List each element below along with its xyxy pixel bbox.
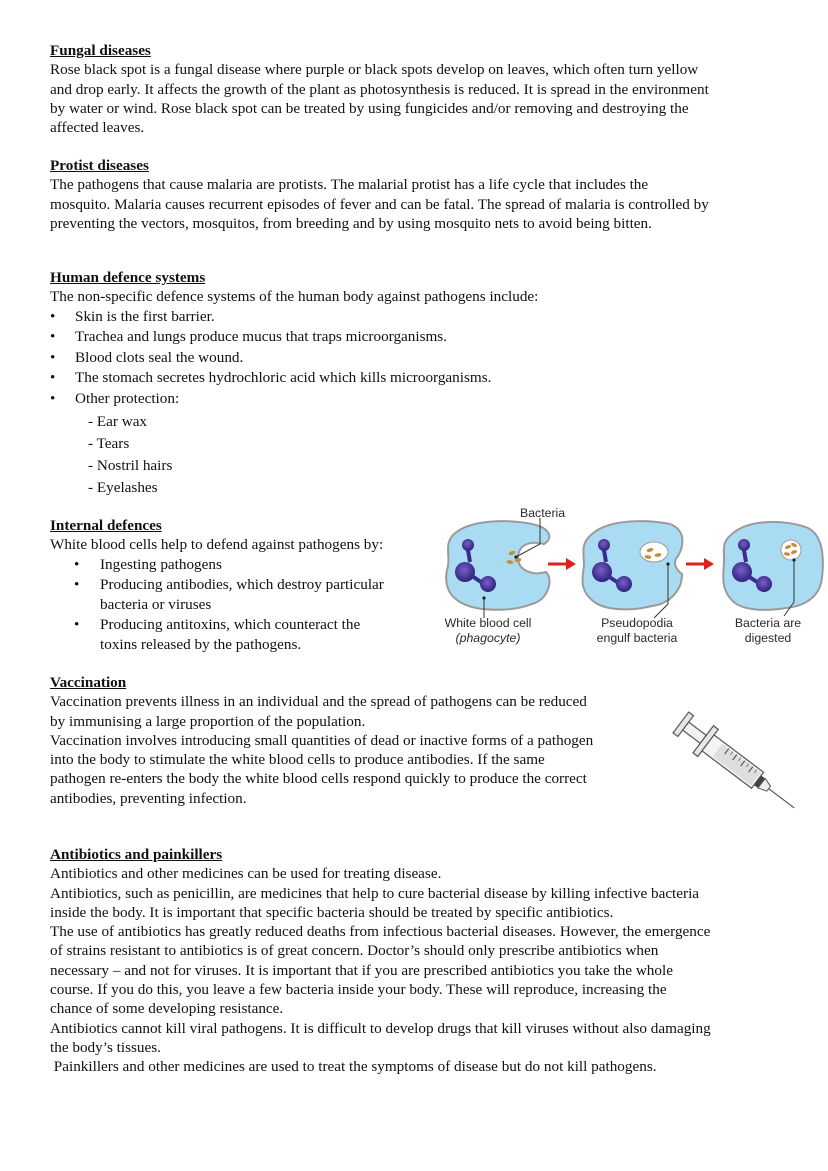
- paragraph-line: preventing the vectors, mosquitos, from breeding and by using mosquito nets to avoid being bitten.: [50, 214, 652, 232]
- heading-vaccination: Vaccination: [50, 674, 127, 691]
- paragraph-line: The pathogens that cause malaria are protists. The malarial protist has a life cycle that includes the: [50, 176, 649, 194]
- other-protection-sublist: [50, 411, 650, 500]
- bullet-icon: •: [50, 307, 56, 325]
- sub-list-item: - Eyelashes: [88, 479, 158, 497]
- section-antibiotics-painkillers: [50, 845, 820, 1077]
- paragraph-line: Antibiotics cannot kill viral pathogens. It is difficult to develop drugs that kill viruses without also damaging: [50, 1019, 711, 1037]
- paragraph-line: of strains resistant to antibiotics is of great concern. Doctor’s should only prescribe antibiotics when: [50, 942, 659, 960]
- list-item: • Producing antibodies, which destroy particular bacteria or viruses: [74, 575, 384, 613]
- paragraph-line: inside the body. It is important that specific bacteria should be treated by specific antibiotics.: [50, 903, 614, 921]
- list-item: • Blood clots seal the wound.: [50, 348, 650, 369]
- section-protist-diseases: [50, 156, 810, 233]
- list-item: • Producing antitoxins, which counteract the toxins released by the pathogens.: [74, 615, 361, 653]
- bullet-icon: •: [74, 555, 80, 573]
- arrow-right-icon: [704, 558, 714, 570]
- paragraph-line: chance of some developing resistance.: [50, 1000, 284, 1018]
- bullet-icon: •: [50, 348, 56, 366]
- section-human-defence-systems: [50, 268, 650, 500]
- paragraph-line: Antibiotics and other medicines can be used for treating disease.: [50, 865, 442, 883]
- paragraph-line: Rose black spot is a fungal disease where purple or black spots develop on leaves, which often turn yellow: [50, 61, 699, 79]
- list-item: • Other protection:: [50, 389, 650, 410]
- paragraph-line: The use of antibiotics has greatly reduced deaths from infectious bacterial diseases. However, the emergence: [50, 923, 711, 941]
- label-bacteria: Bacteria: [520, 506, 566, 520]
- sub-list-item: - Nostril hairs: [88, 457, 173, 475]
- list-item: • The stomach secretes hydrochloric acid which kills microorganisms.: [50, 368, 650, 389]
- sub-list-item: - Tears: [88, 434, 130, 452]
- label-bacteria-digested: Bacteria are digested: [734, 616, 802, 645]
- label-white-blood-cell: White blood cell (phagocyte): [444, 616, 532, 645]
- paragraph-line: Vaccination involves introducing small quantities of dead or inactive forms of a pathogen: [50, 731, 594, 749]
- bullet-icon: •: [74, 615, 80, 633]
- paragraph-line: Painkillers and other medicines are used to treat the symptoms of disease but do not kill pathogens.: [50, 1058, 657, 1076]
- heading-fungal-diseases: Fungal diseases: [50, 42, 151, 59]
- bullet-icon: •: [50, 369, 56, 387]
- phagocytosis-diagram: [432, 500, 828, 660]
- bullet-icon: •: [74, 575, 80, 593]
- arrow-right-icon: [566, 558, 576, 570]
- paragraph-line: antibodies, preventing infection.: [50, 789, 247, 807]
- paragraph-line: into the body to stimulate the white blood cells to produce antibodies. If the same: [50, 751, 545, 769]
- white-blood-cell-stage-1: [446, 518, 549, 618]
- sub-list-item: - Ear wax: [88, 412, 148, 430]
- heading-human-defence-systems: Human defence systems: [50, 269, 206, 286]
- heading-protist-diseases: Protist diseases: [50, 157, 149, 174]
- paragraph-line: Vaccination prevents illness in an individual and the spread of pathogens can be reduced: [50, 693, 587, 711]
- white-blood-cell-stage-2: [582, 521, 682, 618]
- list-item: • Trachea and lungs produce mucus that traps microorganisms.: [50, 327, 650, 348]
- internal-defence-list: [50, 555, 430, 655]
- list-item: • Ingesting pathogens: [74, 555, 222, 573]
- label-pseudopodia: Pseudopodia engulf bacteria: [596, 616, 678, 645]
- paragraph-line: affected leaves.: [50, 119, 145, 137]
- syringe-illustration: [660, 700, 810, 825]
- list-item: • Skin is the first barrier.: [50, 307, 650, 328]
- paragraph-line: pathogen re-enters the body the white blood cells respond quickly to produce the correct: [50, 770, 587, 788]
- syringe-icon: [660, 700, 810, 825]
- section-vaccination: [50, 673, 660, 808]
- paragraph-line: mosquito. Malaria causes recurrent episodes of fever and can be fatal. The spread of malaria is controlled by: [50, 195, 709, 213]
- heading-internal-defences: Internal defences: [50, 517, 162, 534]
- paragraph-line: necessary – and not for viruses. It is important that if you are prescribed antibiotics you take the whole: [50, 961, 673, 979]
- paragraph-line: by immunising a large proportion of the population.: [50, 712, 366, 730]
- section-fungal-diseases: [50, 41, 810, 137]
- intro-text: The non-specific defence systems of the human body against pathogens include:: [50, 288, 539, 306]
- intro-text: White blood cells help to defend against pathogens by:: [50, 536, 384, 554]
- paragraph-line: course. If you do this, you leave a few bacteria inside your body. These will reproduce, increasing the: [50, 981, 667, 999]
- paragraph-line: Antibiotics, such as penicillin, are medicines that help to cure bacterial disease by killing infective bacteria: [50, 884, 700, 902]
- paragraph-line: the body’s tissues.: [50, 1038, 161, 1056]
- section-internal-defences: [50, 516, 430, 655]
- bullet-icon: •: [50, 328, 56, 346]
- white-blood-cell-stage-3: [723, 522, 823, 616]
- defence-bullet-list: [50, 307, 650, 410]
- paragraph-line: by water or wind. Rose black spot can be treated by using fungicides and/or removing and destroying the: [50, 99, 689, 117]
- paragraph-line: and drop early. It affects the growth of the plant as photosynthesis is reduced. It is spread in the environment: [50, 80, 709, 98]
- heading-antibiotics-painkillers: Antibiotics and painkillers: [50, 846, 223, 863]
- bullet-icon: •: [50, 389, 56, 407]
